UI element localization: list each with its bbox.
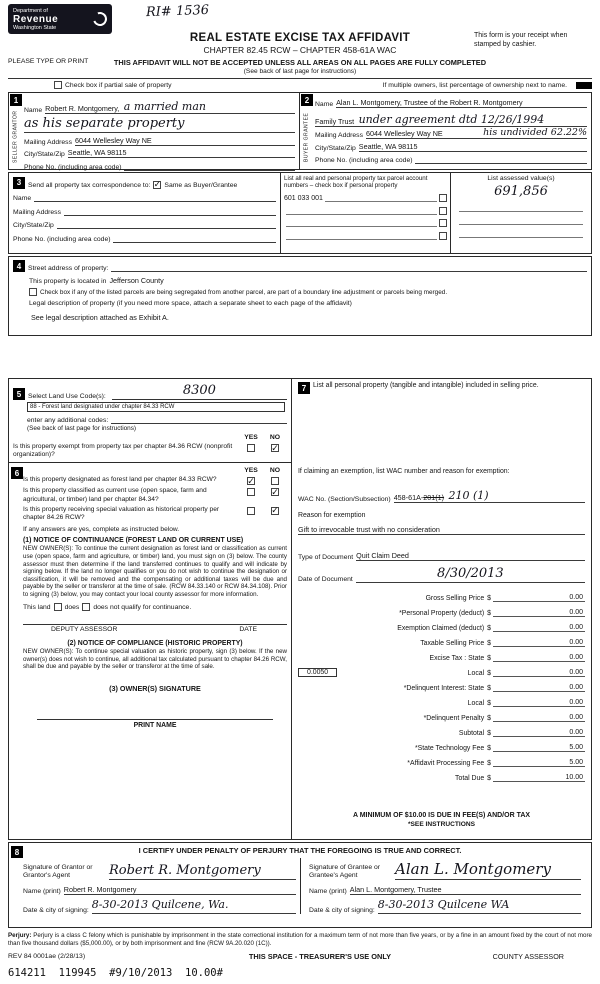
fee-value-field[interactable]	[493, 774, 585, 782]
fee-label: *Delinquent Interest: State	[403, 685, 485, 692]
footer-row	[8, 952, 592, 961]
dollar-sign: $	[487, 715, 491, 722]
date-of-document-label: Date of Document	[298, 576, 353, 583]
logo-revenue-text: Revenue	[13, 13, 59, 25]
fee-value: 0.00	[569, 639, 583, 646]
dor-logo-text	[13, 8, 58, 31]
perjury-notice	[8, 932, 592, 948]
does-not-qualify-checkbox[interactable]	[82, 603, 90, 611]
located-in-label: This property is located in	[29, 278, 107, 285]
buyer-name-field-2[interactable]	[315, 108, 587, 127]
fee-value: 0.00	[569, 684, 583, 691]
logo-dept-text: Department of	[13, 7, 48, 14]
fee-value: 0.00	[569, 669, 583, 676]
notice-continuance-title: (1) NOTICE OF CONTINUANCE (FOREST LAND OR CURRENT USE)	[23, 537, 244, 545]
blank-gap	[8, 336, 592, 378]
segregated-checkbox[interactable]	[29, 288, 37, 296]
grantor-signature-field[interactable]	[109, 861, 296, 880]
section-4-badge: 4	[13, 260, 25, 272]
certify-statement: I CERTIFY UNDER PENALTY OF PERJURY THAT THE FOREGOING IS TRUE AND CORRECT.	[138, 846, 462, 855]
forest-land-question: Is this property designated as forest land per chapter 84.33 RCW?	[23, 476, 217, 484]
fee-row-delinquent-interest-local	[298, 692, 585, 707]
receipt-note: This form is your receipt when stamped by cashier.	[474, 32, 568, 48]
parcel-row-4	[284, 227, 447, 240]
fee-label: Local	[467, 700, 485, 707]
reason-row	[298, 525, 585, 535]
qualify-prefix: This land	[23, 603, 51, 611]
fee-value-field[interactable]	[493, 699, 585, 707]
parcel-personal-checkbox-1[interactable]	[439, 194, 447, 202]
fee-row-delinquent-penalty	[298, 707, 585, 722]
fee-value: 0.00	[569, 714, 583, 721]
legal-description-value: See legal description attached as Exhibit A.	[31, 313, 169, 322]
fee-value-field[interactable]	[493, 639, 585, 647]
registration-mark	[576, 82, 592, 89]
main-columns	[8, 378, 592, 840]
fee-row-processing-fee	[298, 752, 585, 767]
fee-label: Subtotal	[458, 730, 485, 737]
buyer-grantee-section	[300, 92, 592, 170]
cashier-stamp-line: 614211 119945 #9/10/2013 10.00#	[8, 966, 223, 979]
correspondence-mailing-field[interactable]	[64, 215, 276, 216]
fee-value: 0.00	[569, 594, 583, 601]
notice-continuance-body: NEW OWNER(S): To continue the current designation as forest land or classification as current use (open space, farm and agriculture, or timber) land, you must sign on (3) below. The county assessor must then determine if the land transferred continues to qualify and will indicate by signing below. If the land no longer qualifies or you do not wish to continue the designation or classification, it will be removed and the compensating or additional taxes will be due and payable by the seller or transferor at the time of sale. (RCW 84.33.140 or RCW 84.34.108). Prior to signing (3) below, you may contact your local county assessor for more information.	[23, 545, 287, 598]
see-instructions-note: *SEE INSTRUCTIONS	[407, 821, 476, 828]
grantee-name-print-label: Name (print)	[309, 888, 347, 895]
parcel-personal-checkbox-4[interactable]	[439, 232, 447, 240]
buyer-mailing-label: Mailing Address	[315, 132, 363, 139]
fee-value: 0.00	[569, 654, 583, 661]
buyer-side-label: BUYER GRANTEE	[303, 112, 310, 162]
dollar-sign: $	[487, 685, 491, 692]
perjury-body: Perjury is a class C felony which is punishable by imprisonment in the state correctional institution for a maximum term of not more than five years, or by a fine in an amount fixed by the court of not more than five thousand dollars ($5,000.00), or by both imprisonment and fine (RCW 9A.20.020 (1C)).	[8, 932, 592, 947]
dollar-sign: $	[487, 655, 491, 662]
assessed-value-column	[451, 173, 591, 253]
treasurer-use-label: THIS SPACE - TREASURER'S USE ONLY	[248, 951, 392, 961]
form-revision-number: REV 84 0001ae (2/28/13)	[8, 952, 86, 960]
reason-for-exemption-label: Reason for exemption	[298, 512, 366, 519]
grantor-name-print-value[interactable]: Robert R. Montgomery	[64, 885, 296, 895]
partial-sale-label: Check box if partial sale of property	[65, 81, 172, 89]
fee-value-field[interactable]	[493, 714, 585, 722]
parcel-row-3	[284, 215, 447, 228]
local-rate-box: 0.0050	[298, 668, 337, 677]
fee-row-excise-state	[298, 647, 585, 662]
deputy-assessor-labels	[23, 625, 287, 633]
wac-handwritten-value: 210 (1)	[448, 489, 489, 502]
current-use-question-row	[23, 487, 287, 503]
buyer-name-label: Name	[315, 100, 334, 108]
yes-no-header-2	[23, 467, 287, 474]
section-5	[9, 379, 291, 463]
fee-label: Gross Selling Price	[425, 595, 485, 602]
no-column-label: NO	[269, 434, 281, 441]
seller-name-value: Robert R. Montgomery,	[45, 104, 120, 113]
section-7	[292, 378, 592, 840]
parcel-header: List all real and personal property tax parcel account numbers – check box if personal property	[284, 175, 428, 190]
dollar-sign: $	[487, 745, 491, 752]
correspondence-name-field[interactable]	[34, 201, 276, 202]
fee-value-field[interactable]	[493, 744, 585, 752]
grantee-signature-field[interactable]	[395, 860, 581, 880]
dollar-sign: $	[487, 670, 491, 677]
print-name-line[interactable]	[37, 719, 273, 720]
exemption-claim-label: If claiming an exemption, list WAC number and reason for exemption:	[298, 468, 510, 475]
correspondence-label: Send all property tax correspondence to:	[28, 181, 151, 189]
yes-no-header	[13, 434, 287, 441]
section5-see-back: (See back of last page for instructions)	[27, 425, 137, 432]
fee-row-gross	[298, 587, 585, 602]
dollar-sign: $	[487, 760, 491, 767]
fee-value: 0.00	[569, 609, 583, 616]
forest-land-question-row	[23, 476, 287, 485]
grantor-date-city-handwritten: 8-30-2013 Quilcene, Wa.	[91, 898, 229, 911]
grantor-date-city-label: Date & city of signing:	[23, 907, 89, 914]
current-use-no-checkbox[interactable]: ✓	[271, 486, 279, 497]
current-use-question: Is this property classified as current use (open space, farm and agricultural, or timber) land per chapter 84.34?	[23, 487, 207, 503]
exempt-yes-checkbox[interactable]	[247, 444, 255, 452]
fee-value: 0.00	[569, 624, 583, 631]
section-4	[8, 256, 592, 336]
fee-value: 0.00	[569, 699, 583, 706]
grantor-signature-label: Signature of Grantor or Grantor's Agent	[23, 863, 93, 879]
fee-label: *Affidavit Processing Fee	[407, 760, 485, 767]
seller-phone-label: Phone No. (including area code)	[24, 163, 122, 171]
fee-value-field[interactable]	[493, 684, 585, 692]
dollar-sign: $	[487, 640, 491, 647]
buyer-name-value-2: Family Trust	[315, 116, 355, 126]
section-2-badge: 2	[301, 94, 313, 106]
same-as-buyer-checkbox[interactable]: ✓	[153, 179, 162, 189]
buyer-phone-field[interactable]	[415, 163, 587, 164]
no-column-label: NO	[269, 467, 281, 475]
fee-label: Exemption Claimed (deduct)	[397, 625, 485, 632]
parcel-row-1	[284, 190, 447, 203]
parcel-personal-checkbox-2[interactable]	[439, 207, 447, 215]
additional-codes-field[interactable]	[111, 423, 287, 424]
fee-value-field[interactable]	[493, 594, 585, 602]
dor-logo	[8, 4, 112, 34]
see-back-note: (See back of last page for instructions)	[243, 68, 357, 75]
swirl-logo-icon	[91, 10, 110, 29]
if-yes-note: If any answers are yes, complete as instructed below.	[23, 526, 180, 534]
buyer-mailing-field[interactable]	[366, 127, 587, 139]
street-address-field[interactable]	[111, 271, 587, 272]
fees-table	[298, 587, 585, 782]
buyer-mailing-value: 6044 Wellesley Way NE	[365, 129, 443, 138]
section-3-badge: 3	[13, 177, 25, 189]
seller-separate-property-handwritten: as his separate property	[24, 116, 185, 131]
segregated-label: Check box if any of the listed parcels are being segregated from another parcel, are part of a boundary line adjustment or parcels being merged.	[40, 288, 448, 296]
correspondence-phone-label: Phone No. (including area code)	[13, 235, 111, 243]
left-column	[8, 378, 292, 840]
grantee-signature-label: Signature of Grantee or Grantee's Agent	[309, 863, 381, 879]
minimum-due-note: A MINIMUM OF $10.00 IS DUE IN FEE(S) AND/OR TAX	[352, 812, 531, 819]
fee-row-excise-local	[298, 662, 585, 677]
section-6-badge: 6	[11, 467, 23, 479]
dollar-sign: $	[487, 625, 491, 632]
fee-value: 10.00	[565, 774, 583, 781]
fee-label: Total Due	[455, 775, 485, 782]
section-6	[9, 463, 291, 839]
grantee-signature-column	[300, 858, 585, 914]
section-7-badge: 7	[298, 382, 310, 394]
seller-mailing-label: Mailing Address	[24, 138, 72, 146]
please-type-or-print-label: PLEASE TYPE OR PRINT	[8, 58, 89, 65]
wac-prefix: 458-61A-	[393, 493, 424, 502]
date-of-document-row	[298, 564, 585, 583]
parcel-row-2	[284, 202, 447, 215]
wac-row	[298, 484, 585, 503]
seller-mailing-field[interactable]: 6044 Wellesley Way NE	[75, 136, 295, 146]
reason-for-exemption-value[interactable]: Gift to irrevocable trust with no consideration	[298, 525, 585, 535]
notice-compliance-body: NEW OWNER(S): To continue special valuation as historic property, sign (3) below. If the new owner(s) does not wish to continue, all additional tax calculated pursuant to chapter 84.26 RCW, shall be due and payable by the seller or transferor at the time of sale.	[23, 648, 287, 671]
exempt-question-row	[13, 443, 287, 459]
buyer-trust-handwritten: under agreement dtd 12/26/1994	[358, 112, 545, 126]
fee-value-field[interactable]	[493, 759, 585, 767]
title-block	[8, 32, 592, 55]
perjury-label: Perjury:	[8, 932, 32, 939]
dollar-sign: $	[487, 730, 491, 737]
fee-value-field[interactable]	[493, 624, 585, 632]
partial-sale-row	[8, 78, 592, 91]
land-use-field[interactable]	[112, 381, 287, 400]
historic-no-checkbox[interactable]: ✓	[271, 505, 279, 516]
wac-number-field[interactable]	[394, 484, 585, 503]
qualify-does-label: does	[64, 603, 80, 611]
seller-name-handwritten: a married man	[123, 100, 206, 113]
fee-value-field[interactable]	[493, 654, 585, 662]
located-county-value: Jefferson County	[109, 276, 164, 285]
date-of-document-handwritten: 8/30/2013	[437, 566, 504, 581]
fee-value: 5.00	[569, 759, 583, 766]
parcel-number-1: 601 033 001	[284, 195, 323, 203]
correspondence-city-field[interactable]	[57, 228, 276, 229]
form-title: REAL ESTATE EXCISE TAX AFFIDAVIT	[189, 32, 411, 44]
grantee-date-city-handwritten: 8-30-2013 Quilcene WA	[377, 898, 510, 911]
fee-value-field[interactable]	[493, 729, 585, 737]
land-use-handwritten: 8300	[182, 383, 216, 398]
fee-value: 5.00	[569, 744, 583, 751]
section-3	[8, 172, 592, 254]
date-label: DATE	[239, 626, 257, 634]
seller-city-label: City/State/Zip	[24, 151, 65, 158]
buyer-undivided-handwritten: his undivided 62.22%	[483, 127, 587, 138]
street-address-label: Street address of property:	[28, 265, 109, 272]
additional-codes-label: enter any additional codes:	[27, 417, 109, 424]
fee-row-total-due	[298, 767, 585, 782]
buyer-city-field[interactable]: Seattle, WA 98115	[359, 142, 587, 152]
buyer-name-field[interactable]: Alan L. Montgomery, Trustee of the Robert R. Montgomery	[336, 98, 587, 108]
fee-row-personal-property	[298, 602, 585, 617]
logo-state-text: Washington State	[13, 24, 57, 31]
fee-value: 0.00	[569, 729, 583, 736]
type-of-document-row	[298, 551, 585, 561]
seller-city-field[interactable]: Seattle, WA 98115	[68, 148, 295, 158]
wac-number-label: WAC No. (Section/Subsection)	[298, 496, 391, 503]
qualify-row	[23, 603, 287, 611]
personal-property-label: List all personal property (tangible and intangible) included in selling price.	[313, 382, 539, 389]
buyer-phone-label: Phone No. (including area code)	[315, 157, 413, 164]
section-8	[8, 842, 592, 928]
county-assessor-label: COUNTY ASSESSOR	[492, 951, 564, 961]
dollar-sign: $	[487, 700, 491, 707]
does-qualify-checkbox[interactable]	[54, 603, 62, 611]
exempt-no-checkbox[interactable]: ✓	[271, 442, 279, 453]
form-chapter: CHAPTER 82.45 RCW – CHAPTER 458-61A WAC	[203, 45, 397, 55]
fee-row-taxable	[298, 632, 585, 647]
correspondence-name-label: Name	[13, 195, 32, 202]
type-of-document-label: Type of Document	[298, 554, 354, 561]
grantor-name-print-label: Name (print)	[23, 888, 61, 895]
grantor-signature-script: Robert R. Montgomery	[109, 863, 261, 878]
notice-compliance-title: (2) NOTICE OF COMPLIANCE (HISTORIC PROPERTY)	[67, 640, 243, 648]
current-use-yes-checkbox[interactable]	[247, 488, 255, 496]
parcel-field-4[interactable]	[286, 239, 437, 240]
grantee-date-city-label: Date & city of signing:	[309, 907, 375, 914]
assessed-blank-line[interactable]	[459, 225, 583, 238]
assessed-value-header: List assessed value(s)	[487, 175, 555, 182]
dollar-sign: $	[487, 610, 491, 617]
land-use-label: Select Land Use Code(s):	[28, 393, 106, 400]
warning-block	[8, 58, 592, 75]
seller-phone-field[interactable]	[124, 170, 295, 171]
fee-label: Local	[467, 670, 485, 677]
fee-row-subtotal	[298, 722, 585, 737]
forest-no-checkbox[interactable]	[271, 477, 279, 485]
section-1-badge: 1	[10, 94, 22, 106]
section-5-badge: 5	[13, 388, 25, 400]
fee-label: *State Technology Fee	[414, 745, 485, 752]
qualify-does-not-label: does not qualify for continuance.	[93, 603, 192, 611]
dollar-sign: $	[487, 595, 491, 602]
fee-label: Excise Tax : State	[429, 655, 485, 662]
fee-value-field[interactable]	[493, 609, 585, 617]
assessed-value-handwritten: 691,856	[494, 184, 548, 199]
exempt-question-text: Is this property exempt from property tax per chapter 84.36 RCW (nonprofit organization)?	[13, 443, 233, 459]
fee-row-exemption	[298, 617, 585, 632]
grantor-date-city-field[interactable]	[92, 895, 296, 914]
historic-question: Is this property receiving special valuation as historical property per chapter 84.26 RCW?	[23, 505, 220, 522]
forest-yes-checkbox[interactable]: ✓	[247, 475, 255, 486]
yes-column-label: YES	[244, 434, 258, 441]
buyer-city-label: City/State/Zip	[315, 144, 356, 152]
partial-sale-checkbox[interactable]	[54, 81, 62, 89]
grantee-name-print-value[interactable]: Alan L. Montgomery, Trustee	[350, 885, 581, 895]
fee-label: *Delinquent Penalty	[423, 715, 485, 722]
type-of-document-value[interactable]: Quit Claim Deed	[356, 551, 585, 561]
historic-question-row	[23, 506, 287, 522]
date-of-document-field[interactable]	[356, 564, 585, 583]
seller-grantor-section	[8, 92, 300, 170]
correspondence-column	[9, 173, 281, 253]
grantee-signature-script: Alan L. Montgomery	[395, 860, 551, 878]
fee-row-delinquent-interest-state	[298, 677, 585, 692]
parties-row	[8, 92, 592, 170]
grantor-signature-column	[15, 858, 300, 914]
parcel-column	[281, 173, 451, 253]
warning-text: THIS AFFIDAVIT WILL NOT BE ACCEPTED UNLESS ALL AREAS ON ALL PAGES ARE FULLY COMPLETED	[113, 58, 487, 67]
fee-label: Taxable Selling Price	[420, 640, 485, 647]
grantee-date-city-field[interactable]	[378, 895, 581, 914]
parcel-personal-checkbox-3[interactable]	[439, 219, 447, 227]
deputy-assessor-label: DEPUTY ASSESSOR	[51, 626, 118, 634]
correspondence-city-label: City/State/Zip	[13, 222, 54, 229]
owners-signature-heading: (3) OWNER(S) SIGNATURE	[109, 684, 201, 694]
land-use-option-box[interactable]: 88 - Forest land designated under chapter 84.33 RCW	[27, 402, 285, 412]
legal-description-label: Legal description of property (if you need more space, attach a separate sheet to each page of the affidavit)	[29, 300, 352, 307]
section7-spacer	[298, 782, 585, 812]
multiple-owners-note: If multiple owners, list percentage of ownership next to name.	[382, 81, 567, 89]
fee-value-field[interactable]	[493, 669, 585, 677]
seller-side-label: SELLER GRANTOR	[12, 110, 19, 164]
fee-label: *Personal Property (deduct)	[399, 610, 485, 617]
historic-yes-checkbox[interactable]	[247, 507, 255, 515]
yes-column-label: YES	[244, 467, 258, 475]
assessed-blank-line[interactable]	[459, 212, 583, 225]
seller-name-field[interactable]	[45, 95, 295, 114]
correspondence-phone-field[interactable]	[113, 242, 276, 243]
print-name-label: PRINT NAME	[133, 722, 177, 730]
same-as-buyer-label: Same as Buyer/Grantee	[164, 181, 238, 189]
handwritten-receipt-number: RI# 1536	[145, 2, 210, 21]
wac-struck-value: 201(1)	[423, 493, 445, 502]
assessed-blank-line[interactable]	[459, 199, 583, 212]
section-8-badge: 8	[11, 846, 23, 858]
seller-name-label: Name	[24, 107, 43, 114]
dollar-sign: $	[487, 775, 491, 782]
correspondence-mailing-label: Mailing Address	[13, 208, 61, 216]
personal-property-blank-area[interactable]	[298, 394, 585, 464]
fee-row-technology-fee	[298, 737, 585, 752]
